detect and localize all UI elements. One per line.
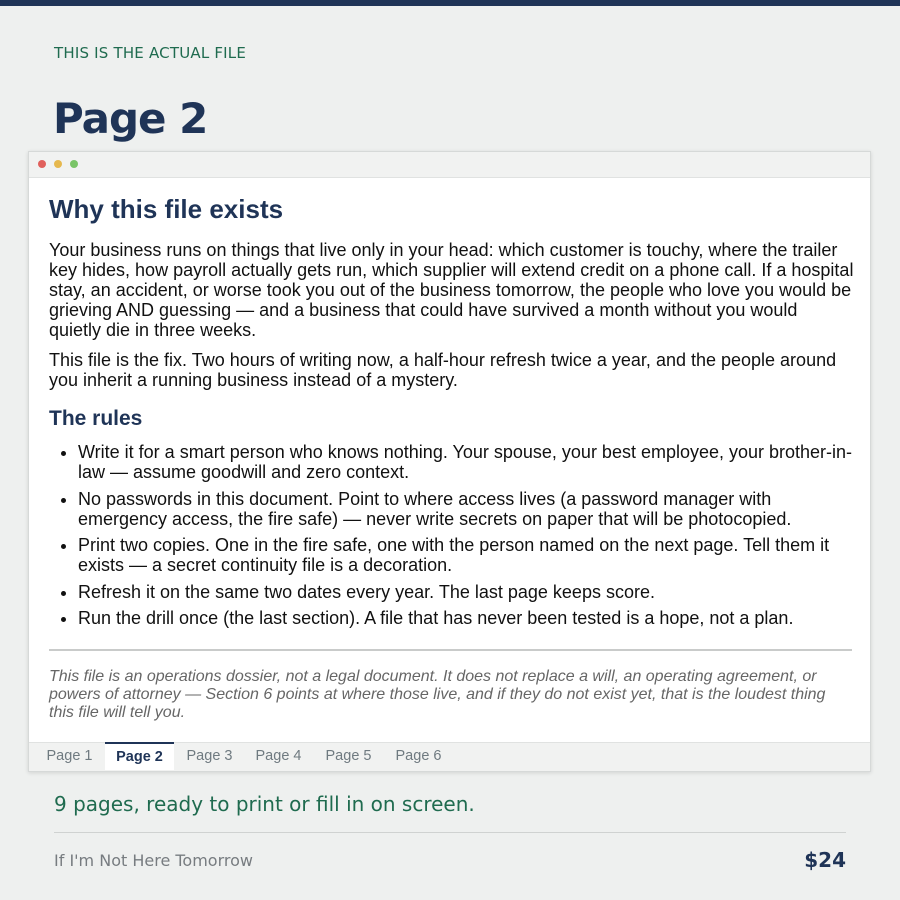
minimize-dot-icon [54,160,62,168]
rule-item: • No passwords in this document. Point to where access lives (a password manager with emergency access, the fire safe) — never write secrets on paper that will be photocopied. [78,489,854,529]
document-body [49,192,854,635]
eyebrow-label: THIS IS THE ACTUAL FILE [54,44,247,62]
rules-list [49,442,854,628]
footer-divider [54,832,846,833]
intro-paragraph: Your business runs on things that live only in your head: which customer is touchy, where the trailer key hides, how payroll actually gets run, which supplier will extend credit on a phone call. If a hospital stay, an accident, or worse took you out of the business tomorrow, the people who love you would be grieving AND guessing — and a business that could have survived a month without you would quietly die in three weeks. [49,240,854,340]
rule-item: • Refresh it on the same two dates every year. The last page keeps score. [78,582,854,602]
tab-page-5[interactable]: Page 5 [325,748,372,764]
tab-page-2[interactable]: Page 2 [105,742,174,770]
window-titlebar [29,152,870,178]
tab-page-6[interactable]: Page 6 [395,748,442,764]
rule-item: • Run the drill once (the last section). A file that has never been tested is a hope, not a plan. [78,608,854,628]
disclaimer-text: This file is an operations dossier, not a legal document. It does not replace a will, an operating agreement, or powers of attorney — Section 6 points at where those live, and if they do not exist yet, that is the loudest thing this file will tell you. [49,668,826,721]
price-label: $24 [804,848,846,872]
tab-page-1[interactable]: Page 1 [46,748,93,764]
rules-heading: The rules [49,407,143,430]
maximize-dot-icon [70,160,78,168]
tagline: 9 pages, ready to print or fill in on screen. [54,792,475,816]
document-heading: Why this file exists [49,194,284,224]
top-accent-bar [0,0,900,6]
rule-item: • Print two copies. One in the fire safe, one with the person named on the next page. Tell them it exists — a secret continuity file is a decoration. [78,535,854,575]
document-divider [49,649,852,651]
tab-page-3[interactable]: Page 3 [186,748,233,764]
document-window [28,151,871,772]
page-title: Page 2 [53,94,208,143]
tab-page-4[interactable]: Page 4 [255,748,302,764]
fix-paragraph: This file is the fix. Two hours of writing now, a half-hour refresh twice a year, and the people around you inherit a running business instead of a mystery. [49,350,837,390]
product-name: If I'm Not Here Tomorrow [54,851,253,870]
close-dot-icon [38,160,46,168]
page-tabs [29,742,870,771]
rule-item: • Write it for a smart person who knows nothing. Your spouse, your best employee, your brother-in-law — assume goodwill and zero context. [78,442,854,482]
